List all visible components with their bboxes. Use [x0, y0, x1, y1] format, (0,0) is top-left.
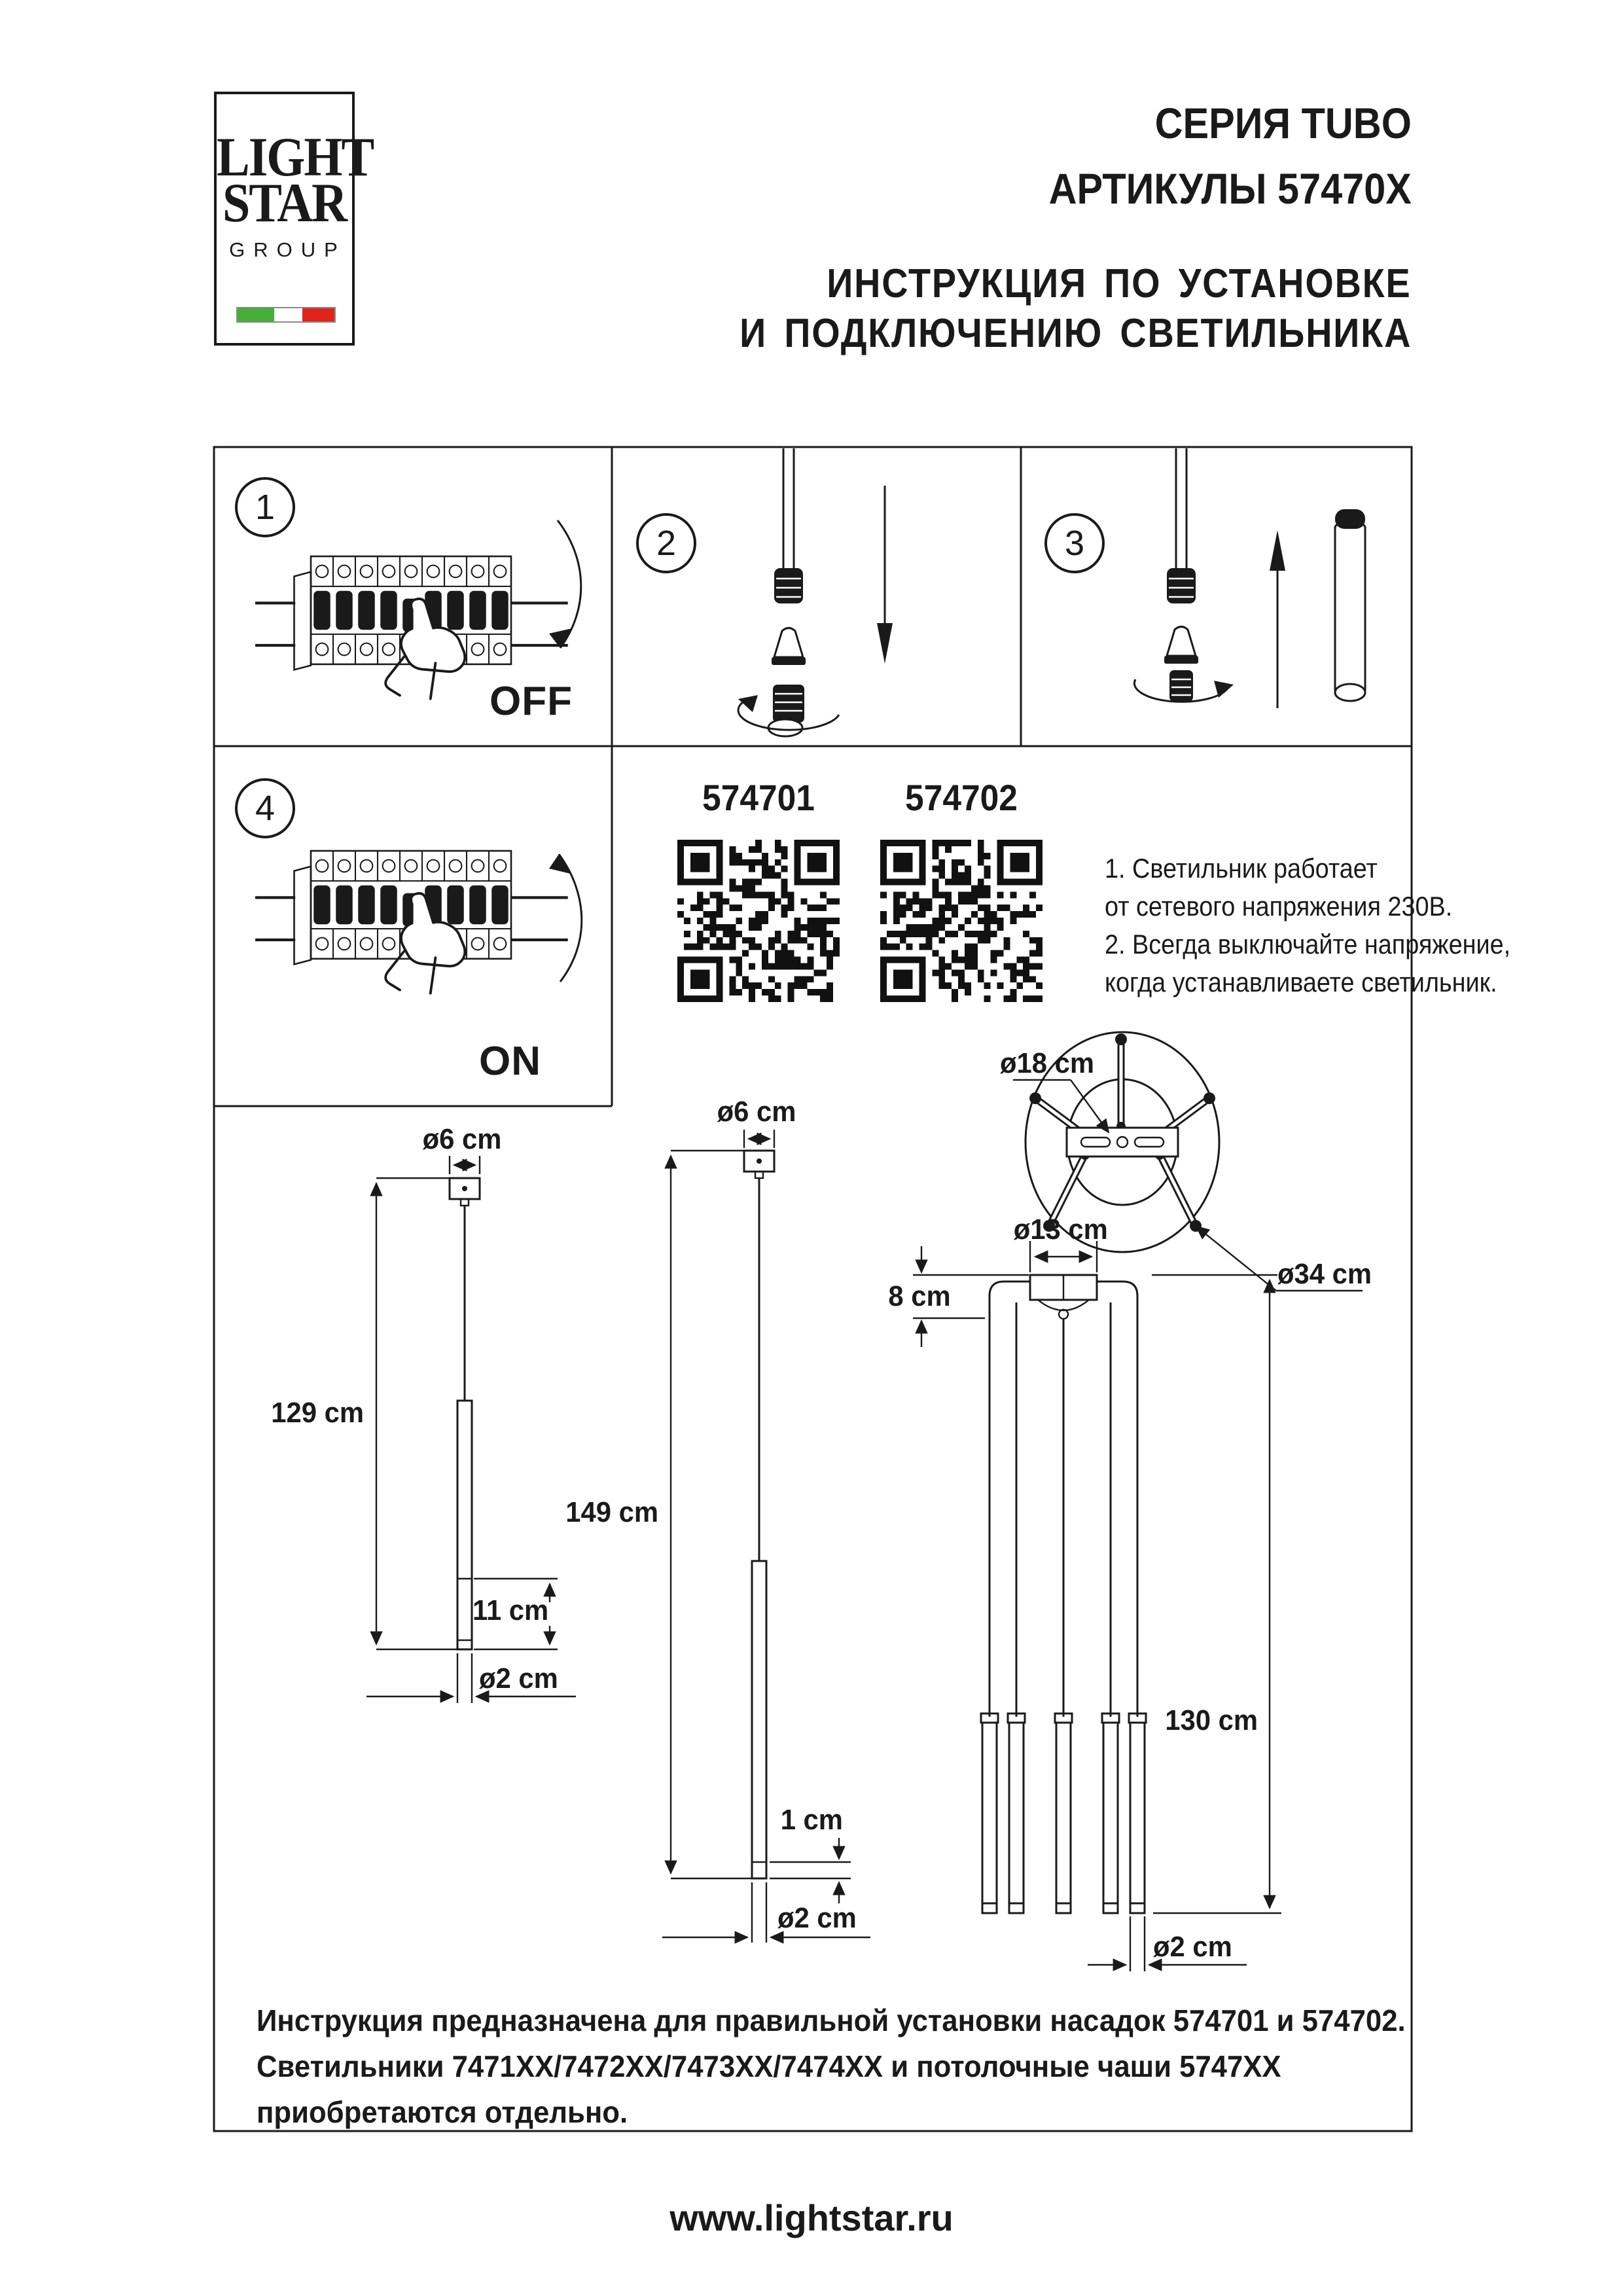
footer-note-line3: приобретаются отдельно. — [257, 2095, 628, 2129]
qr-code-1 — [677, 840, 840, 1002]
step3-number: 3 — [1064, 524, 1085, 563]
off-label: OFF — [490, 679, 573, 724]
footer-note-line1: Инструкция предназначена для правильной установки насадок 574701 и 574702. — [257, 2003, 1406, 2037]
pendant1-canopy-diameter-label: ø6 cm — [422, 1123, 502, 1155]
step4-number: 4 — [255, 789, 276, 828]
multi-canopy-height-label: 8 cm — [888, 1280, 951, 1312]
pendant1-tube-diameter-label: ø2 cm — [479, 1662, 558, 1695]
instruction-title-line2: И ПОДКЛЮЧЕНИЮ СВЕТИЛЬНИКА — [739, 311, 1412, 356]
step2-badge — [636, 513, 696, 573]
pendant2-canopy-diameter-label: ø6 cm — [717, 1096, 796, 1128]
instruction-title-line1: ИНСТРУКЦИЯ ПО УСТАНОВКЕ — [827, 261, 1412, 306]
pendant1-tube-length-label: 11 cm — [473, 1594, 549, 1626]
step3-badge — [1044, 513, 1105, 573]
step3-tube-assembly-drawing — [1134, 448, 1365, 708]
logo-word-light: LIGHT — [217, 126, 374, 188]
step4-breaker-on-drawing — [255, 851, 582, 994]
qr1-article-label: 574701 — [702, 777, 815, 818]
step1-breaker-off-drawing — [255, 520, 581, 699]
multi-canopy-diameter-label: ø13 cm — [1013, 1213, 1108, 1246]
website-url: www.lightstar.ru — [669, 2197, 954, 2238]
series-title: СЕРИЯ TUBO — [1154, 99, 1412, 147]
pendant2-tip-length-label: 1 cm — [780, 1804, 843, 1836]
footer-note-line2: Светильники 7471XX/7472XX/7473XX/7474XX и потолочные чаши 5747XX — [257, 2049, 1281, 2083]
step4-badge — [235, 778, 295, 838]
step2-cable-cone-drawing — [738, 448, 893, 736]
pendant2-tube-diameter-label: ø2 cm — [777, 1902, 857, 1934]
multi-tube-diameter-label: ø2 cm — [1153, 1931, 1232, 1963]
note-line-3: 2. Всегда выключайте напряжение, — [1105, 928, 1511, 960]
footer-note — [257, 1998, 1466, 2135]
step1-badge — [235, 477, 295, 537]
logo-word-star: STAR — [222, 171, 347, 234]
pendant1-height-label: 129 cm — [271, 1397, 364, 1429]
note-line-2: от сетевого напряжения 230В. — [1105, 890, 1453, 922]
multi-pendant-drawing — [913, 1241, 1281, 1971]
topview-outer-diameter-label: ø34 cm — [1277, 1258, 1372, 1290]
articles-title: АРТИКУЛЫ 57470X — [1048, 164, 1412, 213]
note-line-4: когда устанавливаете светильник. — [1105, 966, 1497, 997]
note-line-1: 1. Светильник работает — [1105, 853, 1378, 884]
multi-height-label: 130 cm — [1165, 1704, 1258, 1736]
topview-inner-diameter-label: ø18 cm — [1000, 1047, 1095, 1079]
on-label: ON — [479, 1039, 541, 1084]
step2-number: 2 — [656, 524, 677, 563]
pendant2-height-label: 149 cm — [565, 1496, 658, 1528]
qr2-article-label: 574702 — [905, 777, 1018, 818]
safety-notes — [1105, 850, 1556, 1001]
step1-number: 1 — [255, 488, 276, 527]
qr-code-2 — [880, 840, 1043, 1002]
logo-word-group: GROUP — [229, 238, 346, 261]
